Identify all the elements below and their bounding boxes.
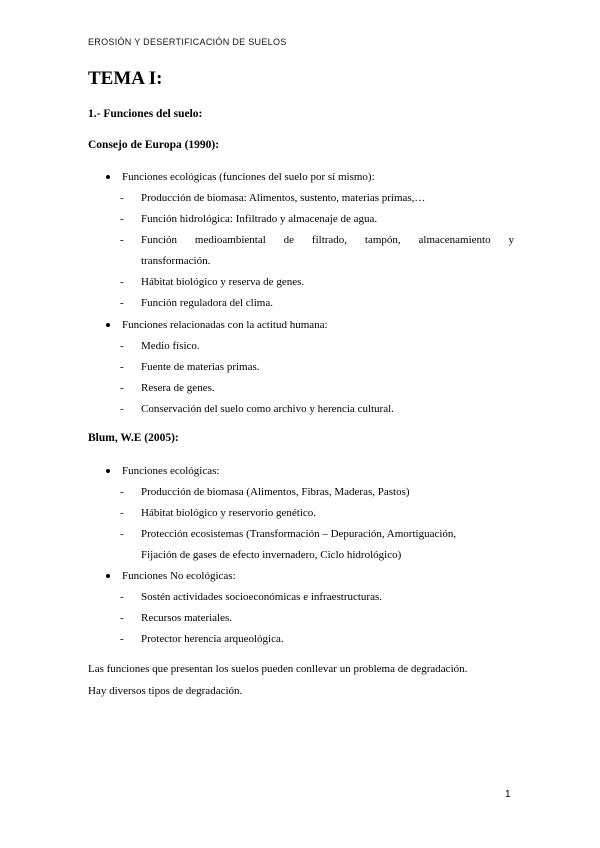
running-header: EROSIÓN Y DESERTIFICACIÓN DE SUELOS — [88, 37, 287, 47]
bullet-item: Funciones ecológicas (funciones del suelo por sí mismo): — [122, 171, 375, 183]
dash-item: - Producción de biomasa (Alimentos, Fibras, Maderas, Pastos) — [141, 485, 410, 499]
bullet-item: Funciones relacionadas con la actitud humana: — [122, 319, 328, 331]
dash-item: - Hábitat biológico y reservorio genético. — [141, 506, 316, 520]
section-heading: 1.- Funciones del suelo: — [88, 108, 203, 120]
page-title: TEMA I: — [88, 68, 163, 89]
dash-item: - Hábitat biológico y reserva de genes. — [141, 275, 304, 289]
page-number: 1 — [505, 789, 511, 800]
dash-item: - Protección ecosistemas (Transformación – Depuración, Amortiguación, — [141, 527, 456, 541]
closing-paragraph: Las funciones que presentan los suelos pueden conllevar un problema de degradación. — [88, 663, 468, 675]
dash-item: - Fuente de materias primas. — [141, 360, 260, 374]
closing-paragraph: Hay diversos tipos de degradación. — [88, 685, 243, 697]
dash-item: - Recursos materiales. — [141, 611, 232, 625]
dash-item: - Función reguladora del clima. — [141, 296, 273, 310]
bullet-item: Funciones No ecológicas: — [122, 570, 236, 582]
bullet-item: Funciones ecológicas: — [122, 465, 220, 477]
dash-item: - Medio físico. — [141, 339, 200, 353]
dash-item: - Función hidrológica: Infiltrado y almacenaje de agua. — [141, 212, 377, 226]
dash-item: - Sostén actividades socioeconómicas e infraestructuras. — [141, 590, 382, 604]
continuation-line: transformación. — [141, 255, 211, 267]
dash-item: - Conservación del suelo como archivo y herencia cultural. — [141, 402, 394, 416]
dash-item: - Producción de biomasa: Alimentos, sustento, materias primas,… — [141, 191, 425, 205]
consejo-heading: Consejo de Europa (1990): — [88, 139, 220, 151]
continuation-line: Fijación de gases de efecto invernadero, Ciclo hidrológico) — [141, 549, 402, 561]
dash-item: - Función medioambiental de filtrado, tampón, almacenamiento y — [141, 233, 514, 247]
dash-item: - Protector herencia arqueológica. — [141, 632, 284, 646]
blum-heading: Blum, W.E (2005): — [88, 432, 179, 444]
dash-item: - Resera de genes. — [141, 381, 215, 395]
